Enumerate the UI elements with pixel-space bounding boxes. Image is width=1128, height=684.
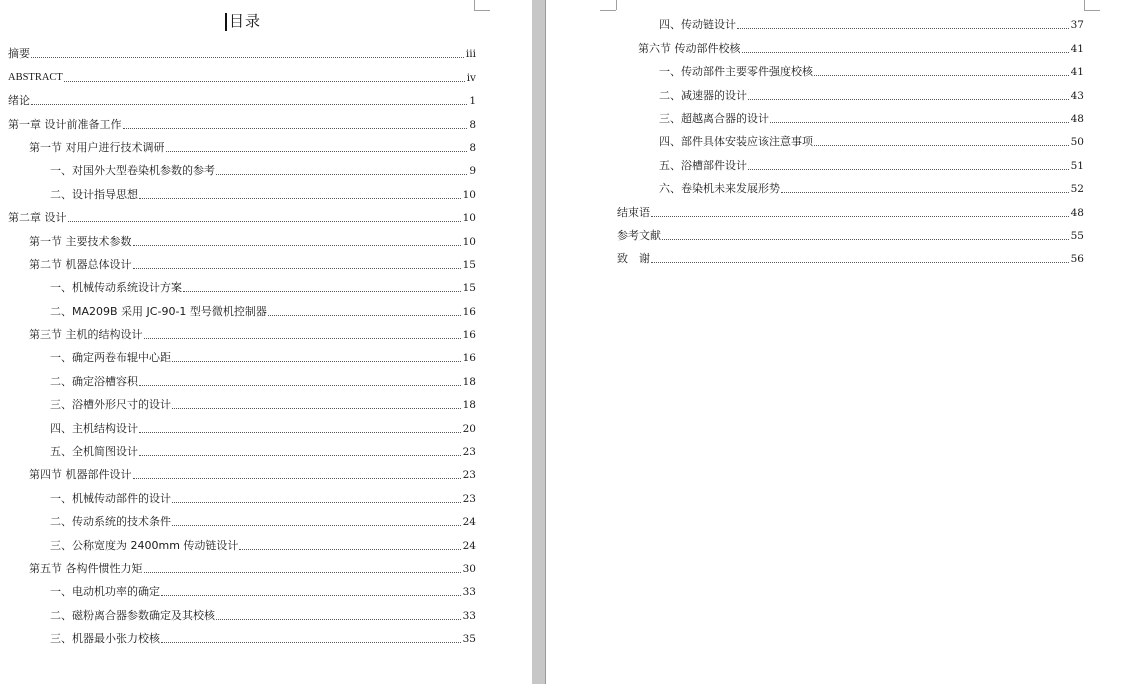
toc-page-number: 41 — [1070, 66, 1084, 79]
toc-page-number: 15 — [462, 282, 476, 295]
toc-entry[interactable] — [8, 319, 476, 342]
toc-entry-label: 摘要 — [8, 47, 30, 61]
toc-dot-leader — [737, 28, 1069, 29]
toc-entry-label: 致 谢 — [617, 252, 650, 266]
toc-entry-label: 五、全机简图设计 — [50, 445, 138, 459]
toc-page-number: 35 — [462, 633, 476, 646]
toc-entry[interactable] — [8, 272, 476, 295]
toc-dot-leader — [742, 52, 1069, 53]
toc-dot-leader — [239, 549, 460, 550]
toc-entry[interactable] — [8, 61, 476, 84]
toc-dot-leader — [31, 104, 467, 105]
toc-page-number: 1 — [469, 95, 476, 108]
toc-entry[interactable] — [8, 342, 476, 365]
toc-dot-leader — [139, 455, 461, 456]
toc-dot-leader — [216, 619, 461, 620]
toc-page-number: 20 — [462, 422, 476, 435]
toc-dot-leader — [268, 315, 461, 316]
toc-entry[interactable] — [617, 220, 1084, 243]
toc-entry-label: 三、超越离合器的设计 — [659, 111, 769, 125]
toc-entry-label: 第二章 设计 — [8, 211, 67, 225]
toc-page-number: 8 — [469, 141, 476, 154]
toc-entry-label: 参考文献 — [617, 228, 661, 242]
toc-page-number: 33 — [462, 609, 476, 622]
toc-entry[interactable] — [617, 103, 1084, 126]
toc-entry[interactable] — [617, 32, 1084, 55]
toc-entry[interactable] — [8, 132, 476, 155]
toc-entry-label: 绪论 — [8, 94, 30, 108]
toc-entry[interactable] — [617, 173, 1084, 196]
toc-entry-label: 一、电动机功率的确定 — [50, 585, 160, 599]
toc-entry-label: 结束语 — [617, 205, 650, 219]
toc-page-number: 51 — [1070, 159, 1084, 172]
toc-page-number: 9 — [469, 165, 476, 178]
toc-page-number: iii — [465, 48, 476, 61]
toc-page-number: 23 — [462, 492, 476, 505]
toc-page-number: 16 — [462, 305, 476, 318]
toc-dot-leader — [139, 385, 461, 386]
toc-dot-leader — [216, 174, 467, 175]
toc-dot-leader — [133, 268, 461, 269]
toc-page-number: 10 — [462, 188, 476, 201]
toc-entry[interactable] — [8, 436, 476, 459]
toc-entry-label: 一、机械传动系统设计方案 — [50, 281, 182, 295]
toc-entry[interactable] — [8, 459, 476, 482]
toc-entry-label: 六、卷染机未来发展形势 — [659, 182, 780, 196]
toc-page-number: 18 — [462, 375, 476, 388]
toc-entry-label: 四、部件具体安装应该注意事项 — [659, 135, 813, 149]
toc-entry-label: 第三节 主机的结构设计 — [29, 328, 143, 342]
toc-page-number: 10 — [462, 235, 476, 248]
toc-dot-leader — [161, 642, 461, 643]
toc-dot-leader — [123, 128, 468, 129]
toc-entry[interactable] — [8, 389, 476, 412]
toc-dot-leader — [139, 198, 461, 199]
toc-entry-label: 二、设计指导思想 — [50, 187, 138, 201]
toc-entry[interactable] — [8, 412, 476, 435]
text-cursor — [225, 13, 227, 31]
toc-entry-label: 第二节 机器总体设计 — [29, 257, 132, 271]
toc-page-number: 55 — [1070, 229, 1084, 242]
toc-entry-label: 二、MA209B 采用 JC-90-1 型号微机控制器 — [50, 304, 267, 318]
toc-entry-label: 四、主机结构设计 — [50, 421, 138, 435]
toc-entry[interactable] — [8, 225, 476, 248]
toc-entry-label: 一、机械传动部件的设计 — [50, 491, 171, 505]
toc-dot-leader — [172, 525, 461, 526]
toc-dot-leader — [144, 572, 461, 573]
toc-title: 目录 — [228, 12, 261, 30]
toc-entry-label: 第五节 各构件惯性力矩 — [29, 561, 143, 575]
toc-entry[interactable] — [8, 365, 476, 388]
toc-entry-label: 三、浴槽外形尺寸的设计 — [50, 398, 171, 412]
toc-entry-label: 一、确定两卷布辊中心距 — [50, 351, 171, 365]
toc-page-number: iv — [466, 71, 476, 84]
toc-entry-label: 第六节 传动部件校核 — [638, 41, 741, 55]
crop-mark — [1084, 0, 1085, 10]
toc-dot-leader — [172, 408, 461, 409]
toc-entry-label: 一、对国外大型卷染机参数的参考 — [50, 164, 215, 178]
toc-dot-leader — [172, 502, 461, 503]
toc-page-number: 24 — [462, 516, 476, 529]
toc-dot-leader — [748, 169, 1069, 170]
toc-dot-leader — [651, 216, 1069, 217]
toc-entry[interactable] — [8, 295, 476, 318]
toc-entry-label: 三、机器最小张力校核 — [50, 632, 160, 646]
toc-dot-leader — [64, 81, 465, 82]
toc-entry-label: 二、磁粉离合器参数确定及其校核 — [50, 608, 215, 622]
toc-entry[interactable] — [8, 623, 476, 646]
toc-entry[interactable] — [8, 249, 476, 272]
toc-entry[interactable] — [8, 85, 476, 108]
toc-page-number: 30 — [462, 562, 476, 575]
crop-mark — [474, 0, 475, 10]
toc-entry[interactable] — [8, 506, 476, 529]
toc-page-number: 16 — [462, 329, 476, 342]
toc-page-number: 15 — [462, 258, 476, 271]
toc-dot-leader — [68, 221, 461, 222]
toc-entry[interactable] — [8, 202, 476, 225]
toc-entry[interactable] — [617, 243, 1084, 266]
toc-entry[interactable] — [617, 196, 1084, 219]
toc-dot-leader — [183, 291, 461, 292]
toc-entry[interactable] — [8, 553, 476, 576]
toc-entry[interactable] — [617, 126, 1084, 149]
toc-dot-leader — [31, 57, 464, 58]
toc-entry[interactable] — [8, 599, 476, 622]
toc-entry[interactable] — [8, 576, 476, 599]
toc-dot-leader — [133, 245, 461, 246]
toc-entry-label: 一、传动部件主要零件强度校核 — [659, 65, 813, 79]
crop-mark — [600, 10, 616, 11]
toc-page-number: 56 — [1070, 253, 1084, 266]
toc-entry[interactable] — [617, 56, 1084, 79]
toc-page-number: 8 — [469, 118, 476, 131]
toc-dot-leader — [139, 432, 461, 433]
toc-dot-leader — [172, 361, 461, 362]
toc-page-number: 50 — [1070, 136, 1084, 149]
toc-entry-label: 二、减速器的设计 — [659, 88, 747, 102]
toc-page-number: 23 — [462, 446, 476, 459]
crop-mark — [1084, 10, 1100, 11]
toc-entry-label: 五、浴槽部件设计 — [659, 158, 747, 172]
toc-dot-leader — [133, 478, 461, 479]
toc-dot-leader — [748, 99, 1069, 100]
toc-entry[interactable] — [8, 178, 476, 201]
toc-dot-leader — [814, 75, 1069, 76]
toc-page-number: 37 — [1070, 19, 1084, 32]
toc-list-left — [8, 38, 476, 646]
toc-page-number: 16 — [462, 352, 476, 365]
toc-page-number: 43 — [1070, 89, 1084, 102]
toc-entry[interactable] — [617, 149, 1084, 172]
page-gap — [532, 0, 546, 684]
toc-list-right — [617, 9, 1084, 266]
toc-entry-label: 三、公称宽度为 2400mm 传动链设计 — [50, 538, 239, 552]
toc-entry[interactable] — [617, 79, 1084, 102]
toc-dot-leader — [166, 151, 468, 152]
toc-page-number: 18 — [462, 399, 476, 412]
toc-entry[interactable] — [8, 38, 476, 61]
toc-entry-label: 第一节 对用户进行技术调研 — [29, 140, 165, 154]
toc-entry[interactable] — [617, 9, 1084, 32]
toc-page-number: 33 — [462, 586, 476, 599]
toc-entry[interactable] — [8, 155, 476, 178]
toc-entry[interactable] — [8, 482, 476, 505]
toc-entry-label: 二、传动系统的技术条件 — [50, 515, 171, 529]
toc-entry-label: 第一章 设计前准备工作 — [8, 117, 122, 131]
toc-dot-leader — [770, 122, 1069, 123]
toc-page-number: 48 — [1070, 206, 1084, 219]
toc-page-number: 41 — [1070, 42, 1084, 55]
toc-entry-label: 第四节 机器部件设计 — [29, 468, 132, 482]
toc-dot-leader — [781, 192, 1069, 193]
toc-dot-leader — [662, 239, 1069, 240]
toc-entry[interactable] — [8, 529, 476, 552]
toc-entry[interactable] — [8, 108, 476, 131]
toc-page-number: 23 — [462, 469, 476, 482]
toc-entry-label: 第一节 主要技术参数 — [29, 234, 132, 248]
toc-dot-leader — [144, 338, 461, 339]
toc-page-number: 24 — [462, 539, 476, 552]
toc-page-number: 10 — [462, 212, 476, 225]
toc-page-number: 52 — [1070, 183, 1084, 196]
toc-entry-label: ABSTRACT — [8, 71, 63, 83]
toc-dot-leader — [814, 145, 1069, 146]
toc-entry-label: 二、确定浴槽容积 — [50, 374, 138, 388]
toc-dot-leader — [161, 595, 461, 596]
toc-page-number: 48 — [1070, 112, 1084, 125]
toc-dot-leader — [651, 262, 1069, 263]
toc-entry-label: 四、传动链设计 — [659, 18, 736, 32]
